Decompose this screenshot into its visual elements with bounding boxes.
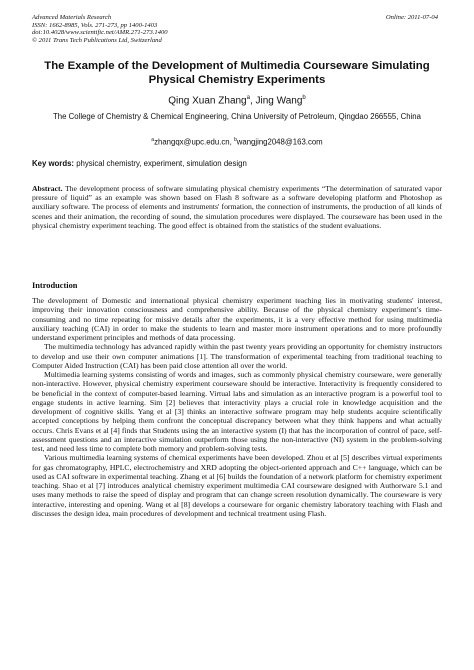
affiliation: The College of Chemistry & Chemical Engineering, China University of Petroleum, Qingdao 266555, China (53, 112, 421, 121)
paragraph: The multimedia technology has advanced rapidly within the past twenty years providing an opportunity for chemistry instructors to develop and use their own computer animations [1]. The transformation of experimental teaching from traditional teaching to Computer Aided Instruction (CAI) has been paid close attention all over the world. (32, 342, 442, 370)
doi-line[interactable]: doi:10.4028/www.scientific.net/AMR.271-273.1400 (32, 29, 168, 37)
abstract (32, 184, 442, 230)
email-link[interactable]: wangjing2048@163.com (236, 137, 323, 147)
keywords (32, 159, 247, 168)
email-line (40, 137, 434, 147)
email-sup: a (151, 137, 155, 143)
author-name: Qing Xuan Zhang (168, 95, 247, 107)
copyright-line: © 2011 Trans Tech Publications Ltd, Switzerland (32, 36, 162, 44)
issn-line: ISSN: 1662-8985, Vols. 271-273, pp 1400-1403 (32, 21, 158, 29)
paragraph: The development of Domestic and international physical chemistry experiment teaching lies in motivating students' interest, improving their innovation consciousness and comprehensive ability. Because of the physical chemistry experiment’s time-consuming and no time repeating for missive details after the experiments, it is a very effective method for using multimedia auxiliary teaching (CAI) in order to make the students to learn and master more instrument operations and to more profoundly understand experiment principles and methods of data processing. (32, 296, 442, 342)
paragraph: Multimedia learning systems consisting of words and images, such as commonly physical chemistry courseware, were generally non-interactive. However, physical chemistry experiment courseware should be interactive. Interactivity is frequently considered to be beneficial in the context of computer-based learning. Virtual labs and simulation as an interactive program is a powerful tool to engage students in active learning. Sim [2] believes that interactivity plays a crucial role in knowledge acquisition and the development of cognitive skills. Yang et al [3] thinks an interactive software program may help students acquire scientifically accepted conceptions by helping them confront the conceptual discrepancy between what they think happens and what actually occurs. Chris Evans et al [4] finds that Students using the an interactive system (I) that has the incorporation of control of pace, self-assessment questions and an interactive simulation outperform those using the non-interactive (NI) system in the problem-solving test, and need less time to complete both memory and problem-solving tests. (32, 370, 442, 453)
author-line (40, 95, 434, 106)
body-text (32, 296, 442, 518)
email-sup: b (233, 137, 237, 143)
online-date: Online: 2011-07-04 (385, 14, 438, 21)
paper-title: The Example of the Development of Multimedia Courseware Simulating Physical Chemistry Experiments (44, 60, 430, 86)
author-sup: a (246, 95, 250, 101)
author-name: , Jing Wang (249, 95, 303, 107)
keywords-text: physical chemistry, experiment, simulation design (74, 159, 247, 168)
abstract-label: Abstract. (32, 184, 63, 193)
author-sup: b (302, 95, 306, 101)
section-heading: Introduction (32, 281, 78, 290)
journal-name: Advanced Materials Research (32, 14, 112, 21)
paragraph: Various multimedia learning systems of chemical experiments have been developed. Zhou et al [5] describes virtual experiments for gas chromatography, HPLC, electrochemistry and XRD adopting the object-oriented approach and C++ language, which can be used as CAI software in experimental teaching. Zhang et al [6] builds the foundation of a network platform for chemistry experiment teaching. Shao et al [7] introduces analytical chemistry experiment multimedia CAI courseware designed with Authorware 5.1 and uses many methods to raise the speed of display and program that can change screen resolution dynamically. The courseware is very interactive, interesting and opening. Wang et al [8] develops a courseware for organic chemistry laboratory teaching with Flash and discusses the design idea, main procedures of development and technical treatment using Flash. (32, 453, 442, 518)
email-link[interactable]: zhangqx@upc.edu.cn, (154, 137, 234, 147)
journal-header (32, 14, 168, 44)
abstract-text: The development process of software simulating physical chemistry experiments “The determination of saturated vapor pressure of liquid” as an example was shown based on Flash 8 software as a software developing platform and Photoshop as auxiliary software. The process of elements and instruments' formation, the connection of instruments, the production of all kinds of scenes and their animation, the recording of sound, the simulation procedures were displayed. The courseware has been used in the physical chemistry experiment teaching. The good effect is obtained from the statistics of the student evaluations. (32, 184, 442, 230)
keywords-label: Key words: (32, 159, 75, 168)
